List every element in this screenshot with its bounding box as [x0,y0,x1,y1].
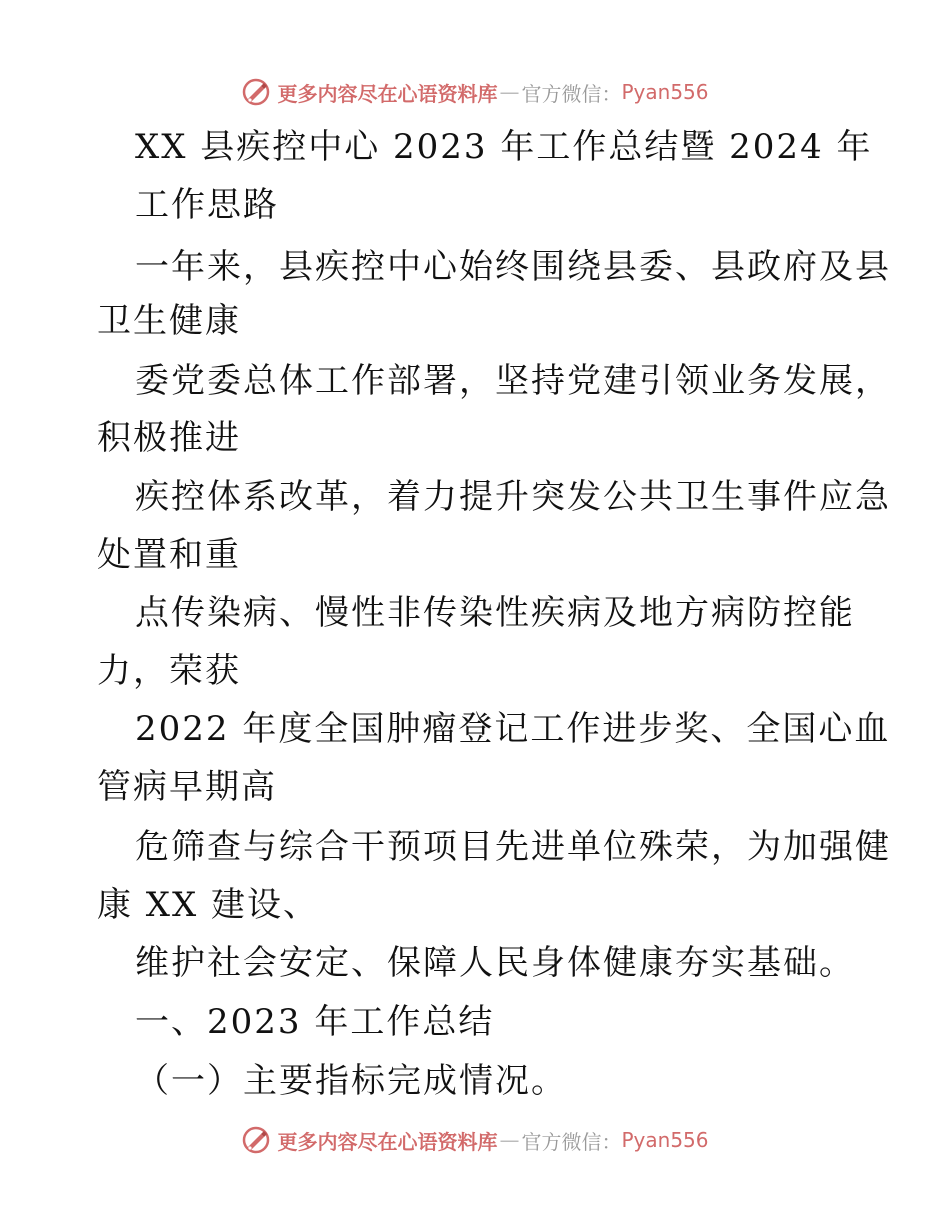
title-line-2: 工作思路 [135,185,279,225]
pen-logo-icon [241,77,271,107]
banner-wechat-label: 官方微信： [521,81,622,106]
paragraph-line: 2022 年度全国肿瘤登记工作进步奖、全国心血 [135,709,891,749]
section-heading: 一、2023 年工作总结 [135,1002,495,1042]
banner-dash: — [499,1128,520,1152]
paragraph-line: 积极推进 [97,418,241,458]
title-line-1: XX 县疾控中心 2023 年工作总结暨 2024 年 [135,127,873,167]
paragraph-line: 维护社会安定、保障人民身体健康夯实基础。 [135,943,855,983]
pen-logo-icon [241,1125,271,1155]
footer-watermark-banner [0,1120,950,1160]
paragraph-line: 力，荣获 [97,651,241,691]
banner-wechat-id: Pyan556 [621,1128,709,1152]
paragraph-line: 管病早期高 [97,767,277,807]
header-watermark-banner [0,72,950,112]
paragraph-line: 处置和重 [97,535,241,575]
paragraph-line: 卫生健康 [97,301,241,341]
paragraph-line: 委党委总体工作部署，坚持党建引领业务发展， [135,361,891,401]
paragraph-line: 康 XX 建设、 [97,885,320,925]
paragraph-line: 点传染病、慢性非传染性疾病及地方病防控能 [135,593,855,633]
paragraph-line: 危筛查与综合干预项目先进单位殊荣，为加强健 [135,827,891,867]
subsection-heading: （一）主要指标完成情况。 [135,1061,567,1101]
paragraph-line: 疾控体系改革，着力提升突发公共卫生事件应急 [135,477,891,517]
paragraph-line: 一年来，县疾控中心始终围绕县委、县政府及县 [135,247,891,287]
banner-main-text: 更多内容尽在心语资料库 [277,81,498,106]
banner-wechat-label: 官方微信： [521,1129,622,1154]
banner-dash: — [499,80,520,104]
banner-main-text: 更多内容尽在心语资料库 [277,1129,498,1154]
banner-wechat-id: Pyan556 [621,80,709,104]
